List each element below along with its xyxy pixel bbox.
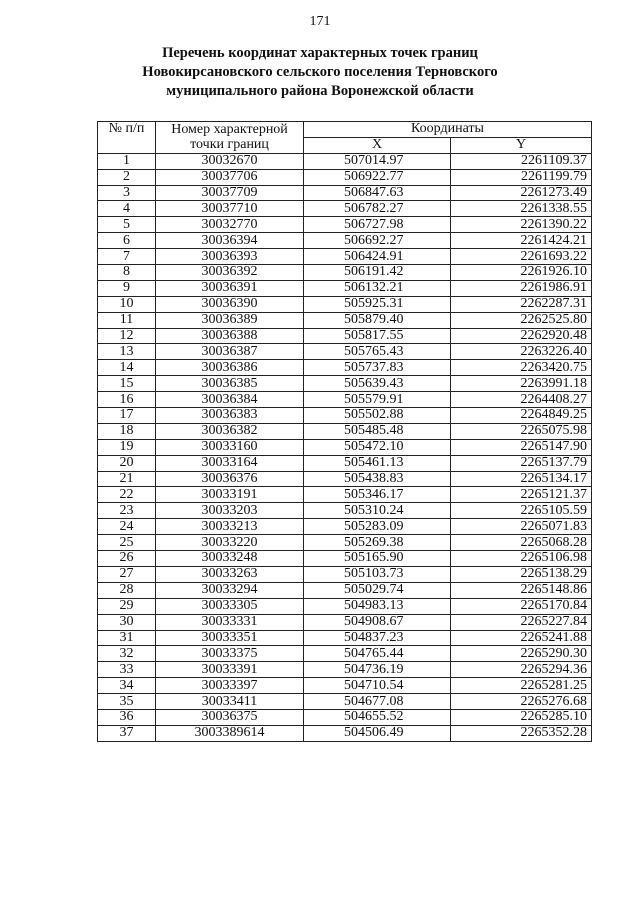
point-id: 30033411 (156, 694, 304, 710)
table-row (98, 328, 592, 344)
row-num: 15 (98, 376, 156, 392)
coord-y: 2262525.80 (451, 312, 592, 328)
coord-y: 2265241.88 (451, 630, 592, 646)
point-id: 30036389 (156, 312, 304, 328)
table-row (98, 344, 592, 360)
coord-y: 2265147.90 (451, 439, 592, 455)
title-line-2: Новокирсановского сельского поселения Терновского (142, 64, 498, 80)
table-row (98, 694, 592, 710)
coord-y: 2265071.83 (451, 519, 592, 535)
coord-y: 2261338.55 (451, 201, 592, 217)
point-id: 30033248 (156, 551, 304, 567)
coord-x: 507014.97 (304, 153, 451, 169)
table-row (98, 169, 592, 185)
point-id: 30036391 (156, 280, 304, 296)
point-id: 30033160 (156, 439, 304, 455)
coord-y: 2262920.48 (451, 328, 592, 344)
row-num: 26 (98, 551, 156, 567)
table-row (98, 630, 592, 646)
coord-x: 505485.48 (304, 423, 451, 439)
row-num: 14 (98, 360, 156, 376)
table-row (98, 392, 592, 408)
table-row (98, 312, 592, 328)
table-row (98, 201, 592, 217)
coord-y: 2264849.25 (451, 408, 592, 424)
coord-x: 506922.77 (304, 169, 451, 185)
row-num: 18 (98, 423, 156, 439)
coord-x: 505283.09 (304, 519, 451, 535)
point-id: 30033203 (156, 503, 304, 519)
table-row (98, 551, 592, 567)
table-row (98, 455, 592, 471)
row-num: 2 (98, 169, 156, 185)
point-id: 30037709 (156, 185, 304, 201)
table-row (98, 153, 592, 169)
table-row (98, 233, 592, 249)
point-id: 30033391 (156, 662, 304, 678)
coord-x: 504677.08 (304, 694, 451, 710)
coordinates-table (97, 121, 592, 742)
row-num: 28 (98, 582, 156, 598)
point-id: 30036393 (156, 249, 304, 265)
coord-x: 506132.21 (304, 280, 451, 296)
row-num: 3 (98, 185, 156, 201)
row-num: 21 (98, 471, 156, 487)
coord-y: 2261693.22 (451, 249, 592, 265)
coord-x: 504908.67 (304, 614, 451, 630)
coord-x: 505472.10 (304, 439, 451, 455)
coord-x: 504710.54 (304, 678, 451, 694)
coord-x: 506424.91 (304, 249, 451, 265)
coord-y: 2265148.86 (451, 582, 592, 598)
coord-y: 2261926.10 (451, 265, 592, 281)
coord-x: 504983.13 (304, 598, 451, 614)
table-row (98, 725, 592, 741)
row-num: 10 (98, 296, 156, 312)
point-id: 30036375 (156, 709, 304, 725)
row-num: 11 (98, 312, 156, 328)
coord-y: 2265134.17 (451, 471, 592, 487)
coord-y: 2265285.10 (451, 709, 592, 725)
point-id: 30036382 (156, 423, 304, 439)
point-id: 30036394 (156, 233, 304, 249)
table-row (98, 614, 592, 630)
coord-x: 504765.44 (304, 646, 451, 662)
coord-y: 2265138.29 (451, 566, 592, 582)
row-num: 22 (98, 487, 156, 503)
row-num: 8 (98, 265, 156, 281)
coord-x: 505269.38 (304, 535, 451, 551)
coord-y: 2265281.25 (451, 678, 592, 694)
row-num: 16 (98, 392, 156, 408)
coord-x: 504655.52 (304, 709, 451, 725)
table-row (98, 535, 592, 551)
point-id: 30037706 (156, 169, 304, 185)
row-num: 33 (98, 662, 156, 678)
row-num: 23 (98, 503, 156, 519)
point-id: 30036384 (156, 392, 304, 408)
coord-y: 2265227.84 (451, 614, 592, 630)
table-row (98, 678, 592, 694)
coord-x: 505438.83 (304, 471, 451, 487)
coord-x: 505165.90 (304, 551, 451, 567)
coord-x: 504506.49 (304, 725, 451, 741)
row-num: 30 (98, 614, 156, 630)
coord-x: 505639.43 (304, 376, 451, 392)
point-id: 30036392 (156, 265, 304, 281)
coord-y: 2265137.79 (451, 455, 592, 471)
document-title (60, 44, 580, 101)
coord-y: 2263226.40 (451, 344, 592, 360)
coord-y: 2263991.18 (451, 376, 592, 392)
coord-x: 505765.43 (304, 344, 451, 360)
point-id: 30036388 (156, 328, 304, 344)
coord-x: 505925.31 (304, 296, 451, 312)
row-num: 29 (98, 598, 156, 614)
coord-x: 505502.88 (304, 408, 451, 424)
point-id: 30032770 (156, 217, 304, 233)
coord-y: 2265106.98 (451, 551, 592, 567)
coord-x: 506782.27 (304, 201, 451, 217)
table-row (98, 662, 592, 678)
point-id: 30033397 (156, 678, 304, 694)
table-body (98, 153, 592, 741)
page-number: 171 (309, 14, 331, 29)
table-row (98, 185, 592, 201)
point-id: 30033351 (156, 630, 304, 646)
coord-x: 506191.42 (304, 265, 451, 281)
table-row (98, 249, 592, 265)
point-id: 30033375 (156, 646, 304, 662)
point-id: 30033213 (156, 519, 304, 535)
coord-y: 2261273.49 (451, 185, 592, 201)
table-row (98, 296, 592, 312)
table-row (98, 598, 592, 614)
coord-x: 504837.23 (304, 630, 451, 646)
table-row (98, 217, 592, 233)
row-num: 27 (98, 566, 156, 582)
table-row (98, 360, 592, 376)
title-line-3: муниципального района Воронежской области (166, 83, 474, 99)
row-num: 1 (98, 153, 156, 169)
coord-x: 505579.91 (304, 392, 451, 408)
header-num: № п/п (98, 122, 156, 154)
coord-x: 506847.63 (304, 185, 451, 201)
table-row (98, 519, 592, 535)
coord-y: 2261424.21 (451, 233, 592, 249)
coord-y: 2262287.31 (451, 296, 592, 312)
table-header (98, 122, 592, 154)
header-coords: Координаты (304, 122, 592, 138)
coord-x: 505346.17 (304, 487, 451, 503)
coord-y: 2261199.79 (451, 169, 592, 185)
point-id: 30032670 (156, 153, 304, 169)
point-id: 3003389614 (156, 725, 304, 741)
table-row (98, 566, 592, 582)
coord-y: 2265068.28 (451, 535, 592, 551)
coord-x: 504736.19 (304, 662, 451, 678)
point-id: 30033331 (156, 614, 304, 630)
point-id: 30033191 (156, 487, 304, 503)
header-point: Номер характерной точки границ (156, 122, 304, 154)
point-id: 30036383 (156, 408, 304, 424)
coord-x: 505817.55 (304, 328, 451, 344)
table-row (98, 408, 592, 424)
row-num: 9 (98, 280, 156, 296)
coord-y: 2265294.36 (451, 662, 592, 678)
coord-y: 2263420.75 (451, 360, 592, 376)
row-num: 4 (98, 201, 156, 217)
row-num: 24 (98, 519, 156, 535)
point-id: 30033305 (156, 598, 304, 614)
coord-x: 505737.83 (304, 360, 451, 376)
coord-y: 2265170.84 (451, 598, 592, 614)
coord-y: 2261986.91 (451, 280, 592, 296)
coord-y: 2265352.28 (451, 725, 592, 741)
point-id: 30033294 (156, 582, 304, 598)
header-x: X (304, 137, 451, 153)
coord-y: 2265105.59 (451, 503, 592, 519)
table-row (98, 280, 592, 296)
point-id: 30036376 (156, 471, 304, 487)
row-num: 12 (98, 328, 156, 344)
point-id: 30037710 (156, 201, 304, 217)
table-row (98, 423, 592, 439)
coord-y: 2265121.37 (451, 487, 592, 503)
point-id: 30033164 (156, 455, 304, 471)
row-num: 25 (98, 535, 156, 551)
coord-y: 2261109.37 (451, 153, 592, 169)
row-num: 35 (98, 694, 156, 710)
table-row (98, 471, 592, 487)
row-num: 37 (98, 725, 156, 741)
row-num: 32 (98, 646, 156, 662)
row-num: 7 (98, 249, 156, 265)
point-id: 30036385 (156, 376, 304, 392)
coord-x: 505461.13 (304, 455, 451, 471)
coord-y: 2265276.68 (451, 694, 592, 710)
coord-x: 506727.98 (304, 217, 451, 233)
table-row (98, 709, 592, 725)
point-id: 30036386 (156, 360, 304, 376)
point-id: 30036390 (156, 296, 304, 312)
coord-x: 506692.27 (304, 233, 451, 249)
row-num: 19 (98, 439, 156, 455)
row-num: 6 (98, 233, 156, 249)
table-row (98, 503, 592, 519)
row-num: 13 (98, 344, 156, 360)
table-row (98, 487, 592, 503)
point-id: 30033263 (156, 566, 304, 582)
table-row (98, 646, 592, 662)
coord-y: 2265075.98 (451, 423, 592, 439)
table-row (98, 439, 592, 455)
table-row (98, 376, 592, 392)
table-row (98, 582, 592, 598)
coord-y: 2264408.27 (451, 392, 592, 408)
point-id: 30033220 (156, 535, 304, 551)
coord-x: 505103.73 (304, 566, 451, 582)
row-num: 17 (98, 408, 156, 424)
row-num: 5 (98, 217, 156, 233)
title-line-1: Перечень координат характерных точек границ (162, 45, 478, 61)
coord-y: 2265290.30 (451, 646, 592, 662)
coord-x: 505879.40 (304, 312, 451, 328)
coord-x: 505029.74 (304, 582, 451, 598)
coord-y: 2261390.22 (451, 217, 592, 233)
row-num: 34 (98, 678, 156, 694)
point-id: 30036387 (156, 344, 304, 360)
table-row (98, 265, 592, 281)
coord-x: 505310.24 (304, 503, 451, 519)
row-num: 36 (98, 709, 156, 725)
row-num: 31 (98, 630, 156, 646)
row-num: 20 (98, 455, 156, 471)
header-y: Y (451, 137, 592, 153)
